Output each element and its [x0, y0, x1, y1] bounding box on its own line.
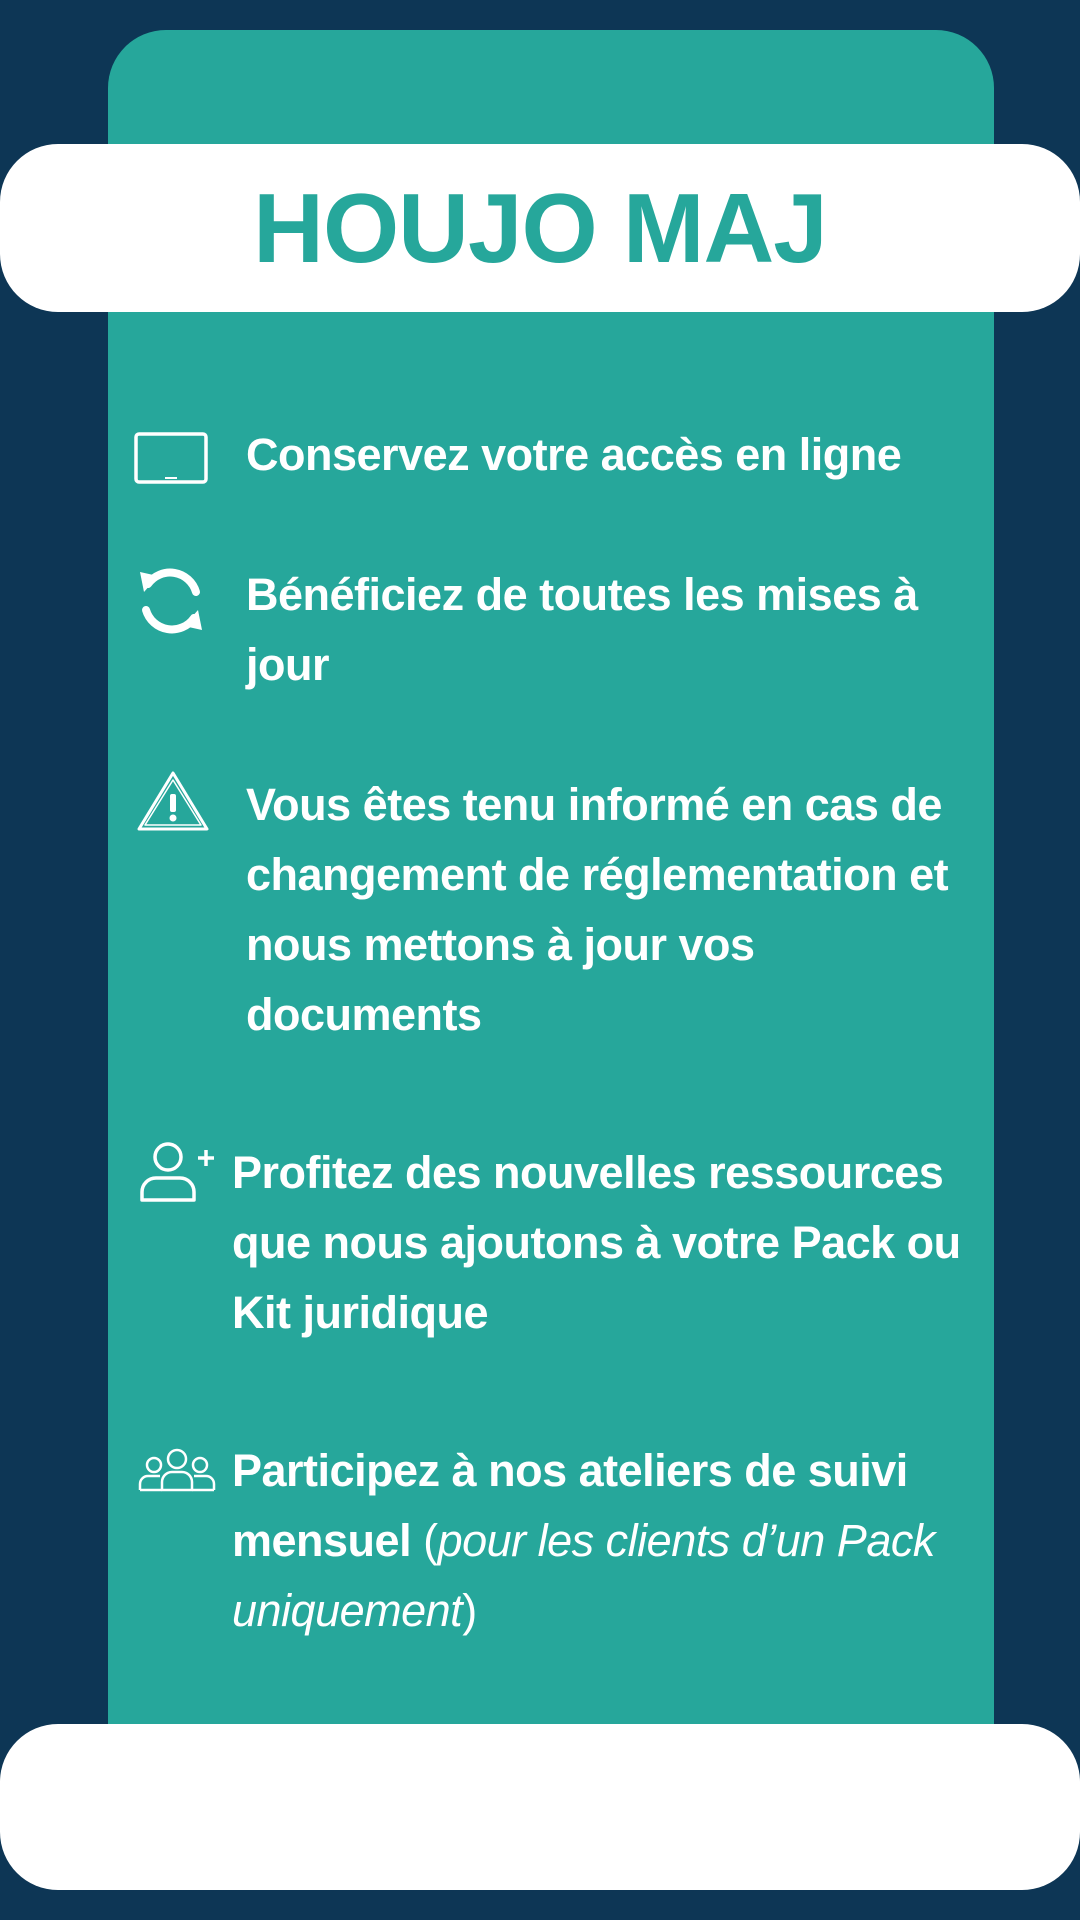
warning-icon	[136, 770, 210, 832]
feature-note-italic: pour les clients d’un Pack uniquement	[232, 1515, 935, 1636]
feature-text: Bénéficiez de toutes les mises à jour	[246, 569, 918, 690]
tablet-icon	[134, 432, 208, 484]
feature-text	[232, 1436, 962, 1646]
feature-text: Conservez votre accès en ligne	[246, 429, 902, 480]
feature-text-bold: Participez à nos ateliers de suivi mensuel	[232, 1445, 908, 1566]
paren-open: (	[411, 1515, 438, 1566]
feature-text: Vous êtes tenu informé en cas de changement de réglementation et nous mettons à jour vos documents	[246, 779, 949, 1040]
title-band	[0, 144, 1080, 312]
add-user-icon	[138, 1140, 216, 1204]
group-icon	[138, 1448, 216, 1492]
paren-close: )	[462, 1585, 477, 1636]
bottom-band	[0, 1724, 1080, 1890]
page-title: HOUJO MAJ	[253, 173, 827, 283]
refresh-icon	[132, 562, 210, 640]
feature-text: Profitez des nouvelles ressources que nous ajoutons à votre Pack ou Kit juridique	[232, 1147, 961, 1338]
